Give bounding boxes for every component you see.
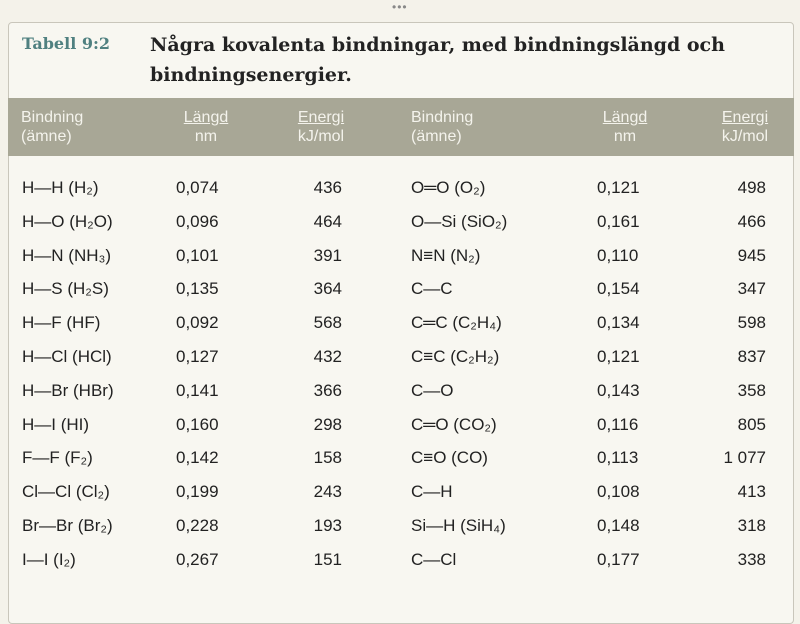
bond-cell: H—S (H₂S): [22, 279, 109, 299]
bond-cell: C═C (C₂H₄): [411, 313, 502, 333]
header-bond-1: [21, 108, 83, 146]
length-cell: 0,096: [176, 211, 219, 231]
energy-cell: 598: [737, 313, 766, 333]
length-cell: 0,121: [597, 346, 640, 366]
length-cell: 0,161: [597, 211, 640, 231]
table-row: [0, 516, 800, 550]
energy-cell: 158: [313, 448, 342, 468]
header-length-1: [176, 108, 236, 146]
table-row: [0, 550, 800, 584]
length-cell: 0,108: [597, 482, 640, 502]
bond-cell: H—Br (HBr): [22, 380, 114, 400]
bond-cell: C—Cl: [411, 549, 457, 569]
header-label: Längd: [602, 109, 648, 126]
energy-cell: 364: [313, 279, 342, 299]
length-cell: 0,121: [597, 178, 640, 197]
energy-cell: 347: [737, 279, 766, 299]
energy-cell: 498: [737, 178, 766, 197]
bond-cell: C—C: [411, 279, 453, 299]
energy-cell: 338: [737, 549, 766, 569]
table-header: [8, 98, 794, 156]
table-body: [0, 178, 800, 584]
energy-cell: 464: [313, 211, 342, 231]
length-cell: 0,267: [176, 549, 219, 569]
energy-cell: 1 077: [723, 448, 766, 468]
header-sublabel: (ämne): [21, 128, 72, 145]
energy-cell: 945: [737, 245, 766, 265]
header-sublabel: nm: [613, 128, 637, 145]
header-sublabel: kJ/mol: [721, 128, 769, 145]
length-cell: 0,127: [176, 346, 219, 366]
energy-cell: 151: [313, 549, 342, 569]
bond-cell: I—I (I₂): [22, 549, 76, 569]
length-cell: 0,113: [597, 448, 639, 468]
header-bond-2: [411, 108, 473, 146]
table-title: Några kovalenta bindningar, med bindningslängd och bindningsenergier.: [150, 34, 725, 86]
table-row: [0, 415, 800, 449]
header-energy-1: [291, 108, 351, 146]
length-cell: 0,134: [597, 313, 640, 333]
bond-cell: H—Cl (HCl): [22, 346, 112, 366]
header-label: Energi: [721, 109, 769, 126]
bond-cell: O—Si (SiO₂): [411, 211, 508, 231]
table-row: [0, 381, 800, 415]
energy-cell: 466: [737, 211, 766, 231]
length-cell: 0,160: [176, 414, 219, 434]
energy-cell: 805: [737, 414, 766, 434]
bond-cell: Cl—Cl (Cl₂): [22, 482, 110, 502]
header-length-2: [595, 108, 655, 146]
bond-cell: H—I (HI): [22, 414, 90, 434]
energy-cell: 837: [737, 346, 766, 366]
bond-cell: C≡C (C₂H₂): [411, 346, 500, 366]
length-cell: 0,135: [176, 279, 219, 299]
bond-cell: F—F (F₂): [22, 448, 93, 468]
bond-cell: C—O: [411, 380, 454, 400]
length-cell: 0,116: [597, 414, 639, 434]
table-number: Tabell 9:2: [22, 34, 111, 53]
bond-cell: H—H (H₂): [22, 178, 99, 197]
bond-cell: Si—H (SiH₄): [411, 515, 506, 535]
bond-cell: C≡O (CO): [411, 448, 488, 468]
length-cell: 0,199: [176, 482, 219, 502]
length-cell: 0,228: [176, 515, 219, 535]
bond-cell: H—O (H₂O): [22, 211, 113, 231]
header-label: Bindning: [411, 109, 474, 126]
length-cell: 0,143: [597, 380, 640, 400]
table-row: [0, 482, 800, 516]
energy-cell: 243: [313, 482, 342, 502]
header-sublabel: (ämne): [411, 128, 462, 145]
table-row: [0, 212, 800, 246]
length-cell: 0,074: [176, 178, 219, 197]
bond-cell: Br—Br (Br₂): [22, 515, 113, 535]
length-cell: 0,101: [176, 245, 219, 265]
table-row: [0, 448, 800, 482]
energy-cell: 413: [737, 482, 766, 502]
energy-cell: 318: [737, 515, 766, 535]
length-cell: 0,177: [597, 549, 640, 569]
bond-cell: C—H: [411, 482, 453, 502]
bond-cell: H—F (HF): [22, 313, 101, 333]
table-row: [0, 246, 800, 280]
header-sublabel: nm: [194, 128, 218, 145]
energy-cell: 193: [313, 515, 342, 535]
length-cell: 0,092: [176, 313, 219, 333]
header-label: Energi: [297, 109, 345, 126]
energy-cell: 436: [313, 178, 342, 197]
length-cell: 0,110: [597, 245, 639, 265]
energy-cell: 366: [313, 380, 342, 400]
energy-cell: 391: [313, 245, 342, 265]
length-cell: 0,154: [597, 279, 640, 299]
table-row: [0, 313, 800, 347]
header-label: Längd: [183, 109, 229, 126]
table-row: [0, 178, 800, 212]
length-cell: 0,148: [597, 515, 640, 535]
header-sublabel: kJ/mol: [297, 128, 345, 145]
header-label: Bindning: [21, 109, 84, 126]
bond-cell: N≡N (N₂): [411, 245, 481, 265]
bond-cell: H—N (NH₃): [22, 245, 112, 265]
energy-cell: 568: [313, 313, 342, 333]
energy-cell: 358: [737, 380, 766, 400]
more-dots-icon: •••: [392, 0, 408, 14]
energy-cell: 298: [313, 414, 342, 434]
table-row: [0, 279, 800, 313]
length-cell: 0,142: [176, 448, 219, 468]
energy-cell: 432: [313, 346, 342, 366]
table-row: [0, 347, 800, 381]
bond-cell: O═O (O₂): [411, 178, 486, 197]
header-energy-2: [713, 108, 777, 146]
length-cell: 0,141: [176, 380, 219, 400]
bond-cell: C═O (CO₂): [411, 414, 497, 434]
